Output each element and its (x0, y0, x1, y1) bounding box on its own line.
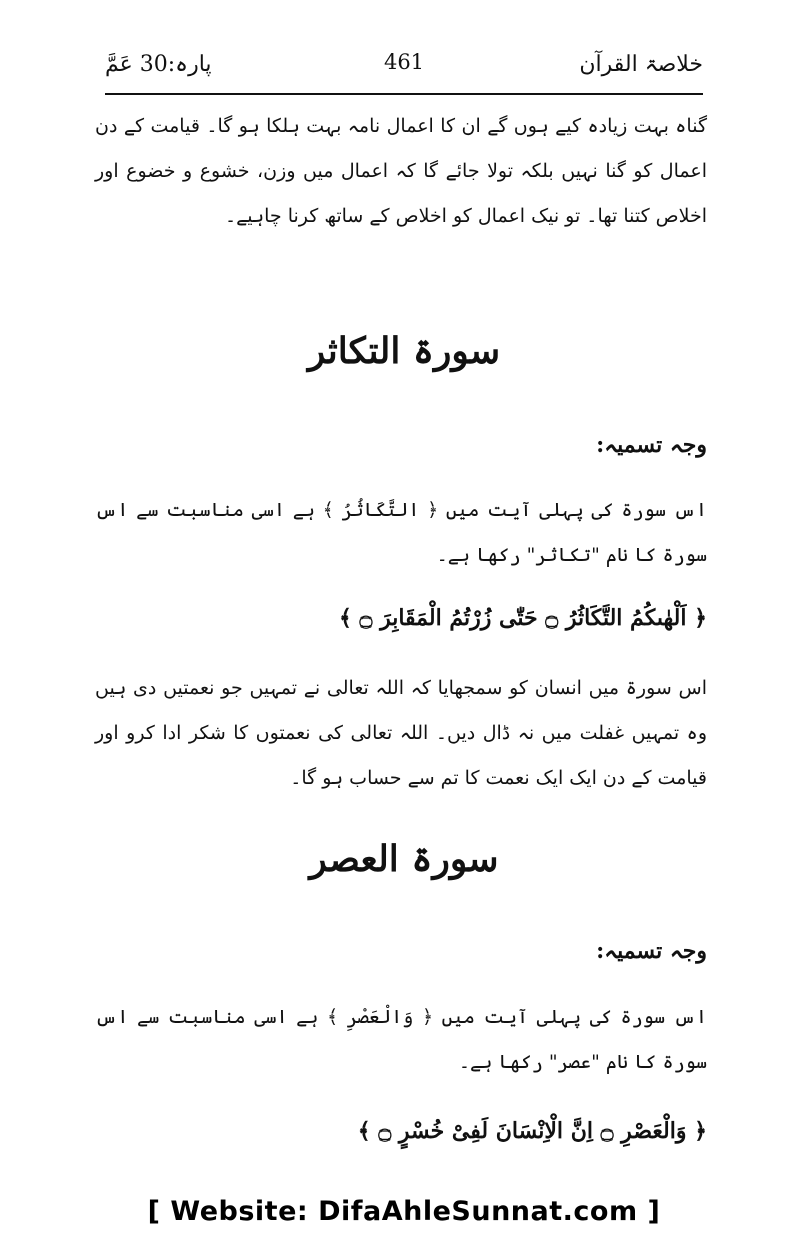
verse-takathur: ﴿ اَلْهٰىكُمُ التَّكَاثُرُ ۝ حَتّٰى زُرْتُمُ الْمَقَابِرَ ۝ ﴾ (338, 605, 707, 631)
section-heading-takathur: سورۃ التکاثر (307, 330, 501, 372)
header-divider (105, 93, 703, 95)
page-number: 461 (383, 50, 425, 74)
section-subheading-takathur: وجہ تسمیہ: (596, 432, 707, 458)
page-header (105, 48, 703, 88)
naming-paragraph-takathur: اس سورۃ کی پہلی آیت میں ﴿ التَّکَاثُرُ ﴾ ہے اسی مناسبت سے اس سورۃ کا نام "تکاثر" رکھا ہے۔ (95, 499, 707, 566)
section-heading-asr: سورۃ العصر (309, 838, 499, 880)
para-label: پارہ:30 عَمَّ (105, 52, 212, 77)
intro-paragraph: گناہ بہت زیادہ کیے ہوں گے ان کا اعمال نامہ بہت ہلکا ہو گا۔ قیامت کے دن اعمال کو گنا نہیں بلکہ تولا جائے گا کہ اعمال میں وزن، خشوع و خضوع اور اخلاص کتنا تھا۔ تو نیک اعمال کو اخلاص کے ساتھ کرنا چاہیے۔ (95, 115, 707, 227)
summary-paragraph-takathur: اس سورۃ میں انسان کو سمجھایا کہ اللہ تعالی نے تمہیں جو نعمتیں دی ہیں وہ تمہیں غفلت میں نہ ڈال دیں۔ اللہ تعالی کی نعمتوں کا شکر ادا کرو اور قیامت کے دن ایک ایک نعمت کا تم سے حساب ہو گا۔ (95, 677, 707, 789)
verse-asr: ﴿ وَالْعَصْرِ ۝ اِنَّ الْاِنْسَانَ لَفِیْ خُسْرٍ ۝ ﴾ (357, 1118, 707, 1144)
naming-paragraph-asr: اس سورۃ کی پہلی آیت میں ﴿ وَالْعَصْرِ ﴾ ہے اسی مناسبت سے اس سورۃ کا نام "عصر" رکھا ہے۔ (95, 1006, 707, 1073)
section-subheading-asr: وجہ تسمیہ: (596, 938, 707, 964)
book-title: خلاصۃ القرآن (579, 52, 703, 77)
website-footer: [ Website: DifaAhleSunnat.com ] (147, 1196, 661, 1227)
